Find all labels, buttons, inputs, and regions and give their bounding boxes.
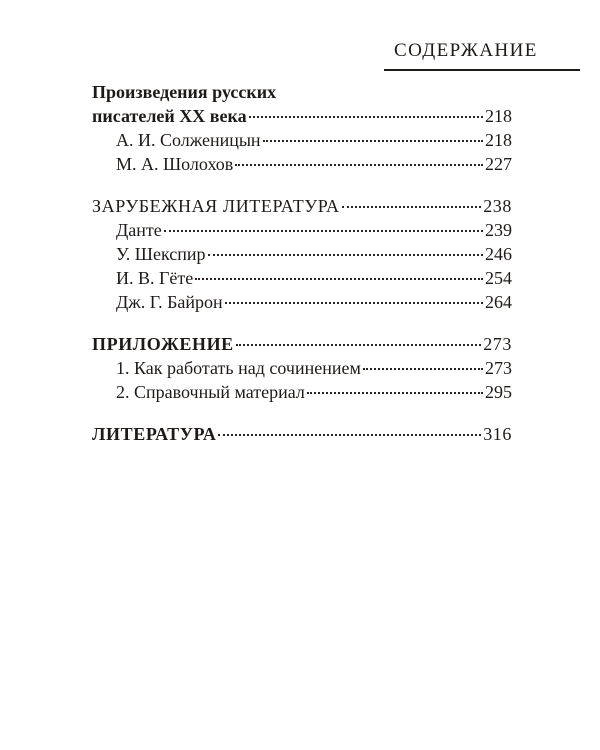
dot-leader [164,229,483,232]
dot-leader [249,115,483,118]
table-of-contents [92,80,512,446]
toc-entry-page: 246 [485,244,512,264]
toc-entry-page: 295 [485,382,512,402]
toc-entry-title: 1. Как работать над сочинением [116,358,361,378]
toc-entry-page: 218 [485,106,512,126]
toc-entry-russian-writers[interactable] [92,104,512,128]
toc-entry-title: писателей XX века [92,106,247,126]
toc-entry-title: Дж. Г. Байрон [116,292,223,312]
toc-entry-page: 238 [483,196,512,216]
dot-leader [363,367,483,370]
toc-entry-title: У. Шекспир [116,244,206,264]
toc-entry-shakespeare[interactable] [92,242,512,266]
dot-leader [208,253,483,256]
toc-entry-page: 227 [485,154,512,174]
dot-leader [307,391,483,394]
dot-leader [342,205,482,208]
toc-entry-page: 273 [485,358,512,378]
toc-entry-page: 264 [485,292,512,312]
toc-entry-title: А. И. Солженицын [116,130,261,150]
toc-entry-page: 239 [485,220,512,240]
dot-leader [195,277,483,280]
section-spacer [92,314,512,332]
dot-leader [225,301,483,304]
toc-entry-page: 254 [485,268,512,288]
toc-entry-title: Данте [116,220,162,240]
toc-entry-title: И. В. Гёте [116,268,194,288]
toc-entry-reference[interactable] [92,380,512,404]
section-spacer [92,176,512,194]
toc-entry-title: ПРИЛОЖЕНИЕ [92,334,234,354]
toc-section-title-line1: Произведения русских [92,82,277,102]
dot-leader [263,139,483,142]
toc-entry-sholokhov[interactable] [92,152,512,176]
toc-entry-appendix[interactable] [92,332,512,356]
toc-entry-title: М. А. Шолохов [116,154,234,174]
dot-leader [236,343,481,346]
toc-entry-literature[interactable] [92,422,512,446]
toc-entry-title: ЗАРУБЕЖНАЯ ЛИТЕРАТУРА [92,196,340,216]
dot-leader [218,433,481,436]
toc-entry-foreign-literature[interactable] [92,194,512,218]
toc-entry-solzhenitsyn[interactable] [92,128,512,152]
toc-entry-essay-howto[interactable] [92,356,512,380]
toc-entry-byron[interactable] [92,290,512,314]
toc-entry-title: ЛИТЕРАТУРА [92,424,217,444]
toc-entry-page: 273 [483,334,512,354]
toc-entry-page: 218 [485,130,512,150]
dot-leader [235,163,483,166]
toc-entry-goethe[interactable] [92,266,512,290]
toc-entry-page: 316 [483,424,512,444]
running-header [384,39,580,71]
toc-entry-dante[interactable] [92,218,512,242]
toc-entry-title: 2. Справочный материал [116,382,305,402]
section-spacer [92,404,512,422]
page-header-title: СОДЕРЖАНИЕ [394,40,538,61]
